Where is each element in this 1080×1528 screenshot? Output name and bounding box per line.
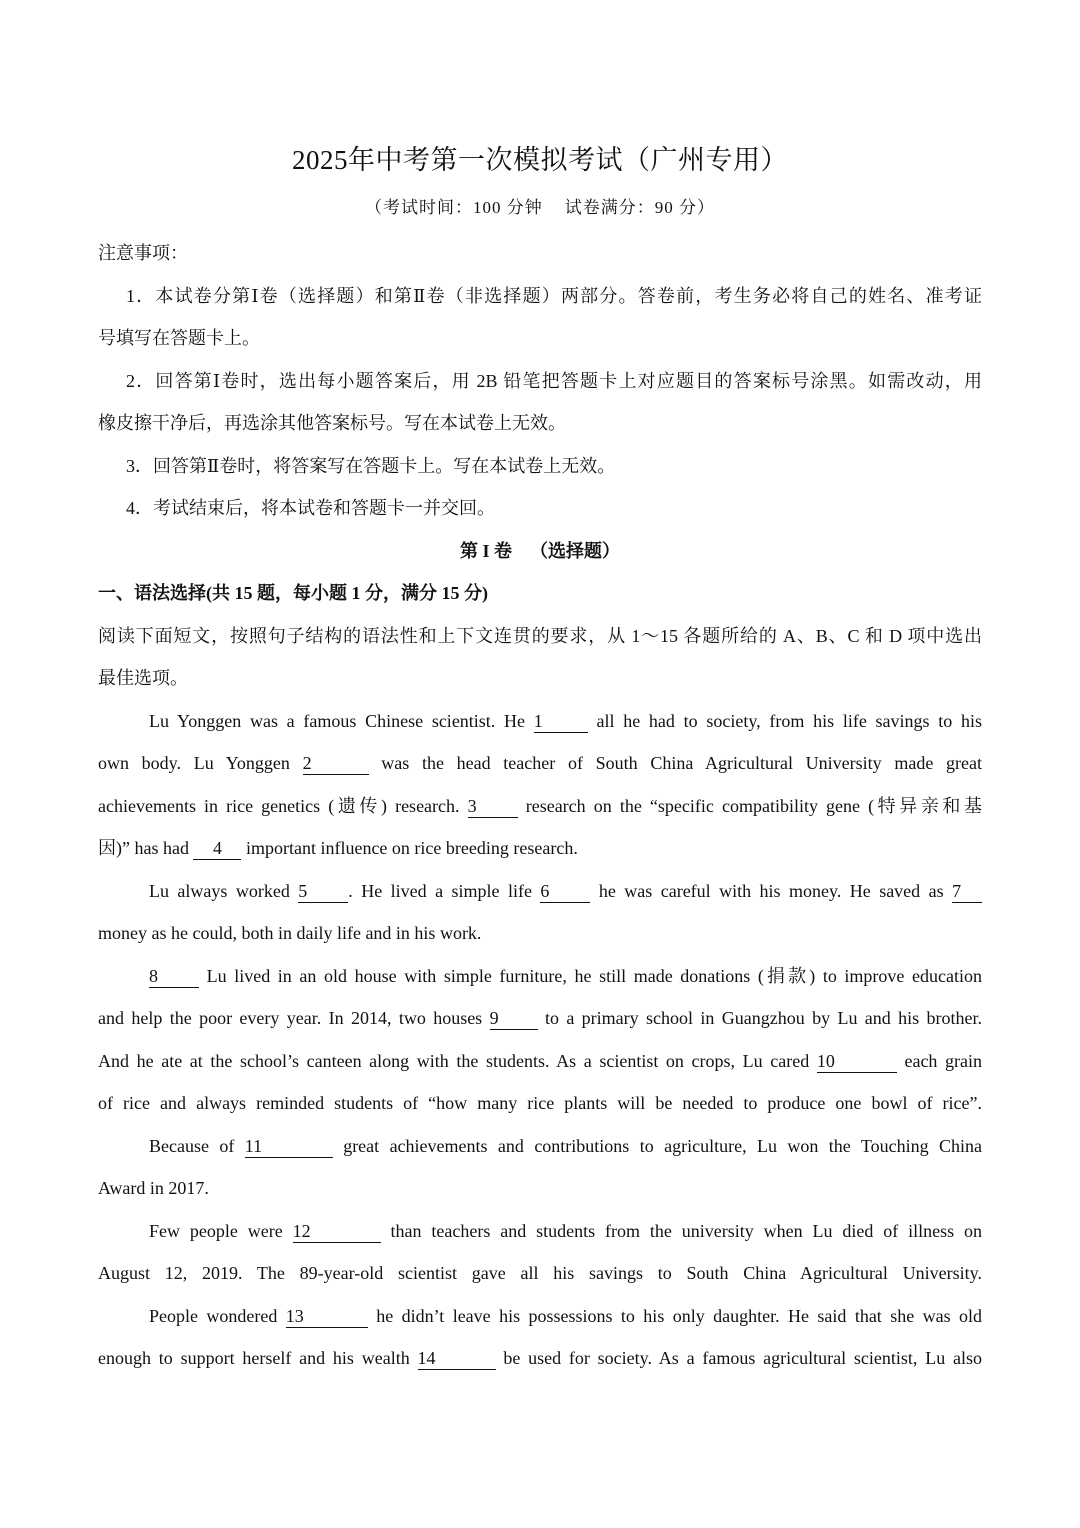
passage-text: was the head teacher of South China Agricultural University made great — [381, 753, 982, 773]
blank-8: 8 — [149, 965, 199, 988]
passage-text: to a primary school in Guangzhou by Lu and his brother. — [544, 1008, 983, 1028]
passage-text: Lu Yonggen was a famous Chinese scientist. He — [149, 710, 526, 731]
blank-6: 6 — [540, 880, 590, 903]
exam-score: 试卷满分：90 分） — [564, 198, 715, 217]
blank-10: 10 — [817, 1050, 897, 1073]
passage-text: he didn’t leave his possessions to his only daughter. He said that she was old — [376, 1305, 983, 1326]
passage-line — [98, 912, 982, 955]
notice-item-1-cont: 号填写在答题卡上。 — [98, 328, 260, 348]
passage-text: than teachers and students from the university when Lu died of illness on — [390, 1220, 983, 1241]
passage-text: Few people were — [149, 1220, 283, 1241]
blank-4: 4 — [193, 837, 241, 860]
blank-3: 3 — [468, 795, 518, 818]
passage-text: each grain — [904, 1050, 983, 1071]
passage-text: Lu lived in an old house with simple furniture, he still made donations (捐款) to improve education — [206, 965, 982, 986]
exam-time: （考试时间：100 分钟 — [365, 198, 543, 217]
passage-text: Because of — [149, 1135, 235, 1156]
passage-text: of rice and always reminded students of “how many rice plants will be needed to produce one bowl of rice”. — [98, 1093, 982, 1113]
passage-line — [98, 955, 982, 998]
passage-line — [98, 742, 982, 785]
passage-line — [98, 827, 982, 870]
part-label: 第 I 卷 — [459, 540, 512, 561]
blank-5: 5 — [298, 880, 348, 903]
blank-1: 1 — [534, 710, 588, 733]
exam-subtitle — [98, 193, 982, 223]
passage-line — [98, 700, 982, 743]
passage-text: research on the “specific compatibility gene (特异亲和基 — [525, 795, 983, 816]
blank-9: 9 — [490, 1007, 538, 1030]
content-block — [98, 232, 982, 1380]
passage-text: and help the poor every year. In 2014, two houses — [98, 1008, 483, 1028]
passage-line — [98, 785, 982, 828]
exam-title: 2025年中考第一次模拟考试（广州专用） — [292, 145, 788, 175]
blank-2: 2 — [303, 752, 369, 775]
passage-line — [98, 1252, 982, 1295]
passage-text: enough to support herself and his wealth — [98, 1348, 410, 1368]
passage-text: Award in 2017. — [98, 1178, 209, 1198]
blank-12: 12 — [293, 1220, 381, 1243]
passage-line — [98, 1167, 982, 1210]
passage-text: 因)” has had — [98, 838, 189, 858]
passage-text: Lu always worked — [149, 880, 290, 901]
passage-line — [98, 1125, 982, 1168]
section-instruction: 阅读下面短文，按照句子结构的语法性和上下文连贯的要求，从 1～15 各题所给的 A、B、C 和 D 项中选出 — [98, 625, 982, 646]
passage-text: he was careful with his money. He saved as — [598, 880, 944, 901]
section-heading: 一、语法选择(共 15 题，每小题 1 分，满分 15 分) — [98, 583, 488, 603]
passage-text: . He lived a simple life — [348, 880, 532, 901]
part-heading — [98, 530, 982, 573]
blank-13: 13 — [286, 1305, 368, 1328]
blank-7: 7 — [952, 880, 982, 903]
passage-text: money as he could, both in daily life and in his work. — [98, 923, 482, 943]
passage-text: And he ate at the school’s canteen along with the students. As a scientist on crops, Lu cared — [98, 1050, 810, 1071]
passage-text: all he had to society, from his life savings to his — [596, 710, 983, 731]
blank-11: 11 — [245, 1135, 333, 1158]
passage-text: great achievements and contributions to agriculture, Lu won the Touching China — [343, 1135, 982, 1156]
passage-line — [98, 1210, 982, 1253]
notice-item-4: 4．考试结束后，将本试卷和答题卡一并交回。 — [126, 498, 495, 518]
passage-line — [98, 1337, 982, 1380]
passage-text: important influence on rice breeding research. — [245, 838, 578, 858]
passage-text: August 12, 2019. The 89-year-old scientist gave all his savings to South China Agricultural University. — [98, 1263, 982, 1283]
notice-item-1: 1．本试卷分第Ⅰ卷（选择题）和第Ⅱ卷（非选择题）两部分。答卷前，考生务必将自己的姓名、准考证 — [126, 285, 982, 306]
notice-item-3: 3．回答第Ⅱ卷时，将答案写在答题卡上。写在本试卷上无效。 — [126, 455, 616, 476]
part-type: （选择题） — [530, 540, 620, 561]
passage-line — [98, 1040, 982, 1083]
notice-heading: 注意事项： — [98, 243, 188, 263]
section-instruction-cont: 最佳选项。 — [98, 668, 188, 688]
passage-line — [98, 1295, 982, 1338]
passage-line — [98, 1082, 982, 1125]
notice-item-2-cont: 橡皮擦干净后，再选涂其他答案标号。写在本试卷上无效。 — [98, 413, 566, 433]
notice-item-2: 2．回答第Ⅰ卷时，选出每小题答案后，用 2B 铅笔把答题卡上对应题目的答案标号涂黑。如需改动，用 — [126, 370, 982, 391]
passage-text: achievements in rice genetics (遗传) research. — [98, 795, 460, 816]
passage-text: People wondered — [149, 1305, 278, 1326]
passage-text: own body. Lu Yonggen — [98, 753, 290, 773]
passage-text: be used for society. As a famous agricultural scientist, Lu also — [503, 1348, 982, 1368]
blank-14: 14 — [418, 1347, 496, 1370]
passage-line — [98, 997, 982, 1040]
passage-line — [98, 870, 982, 913]
